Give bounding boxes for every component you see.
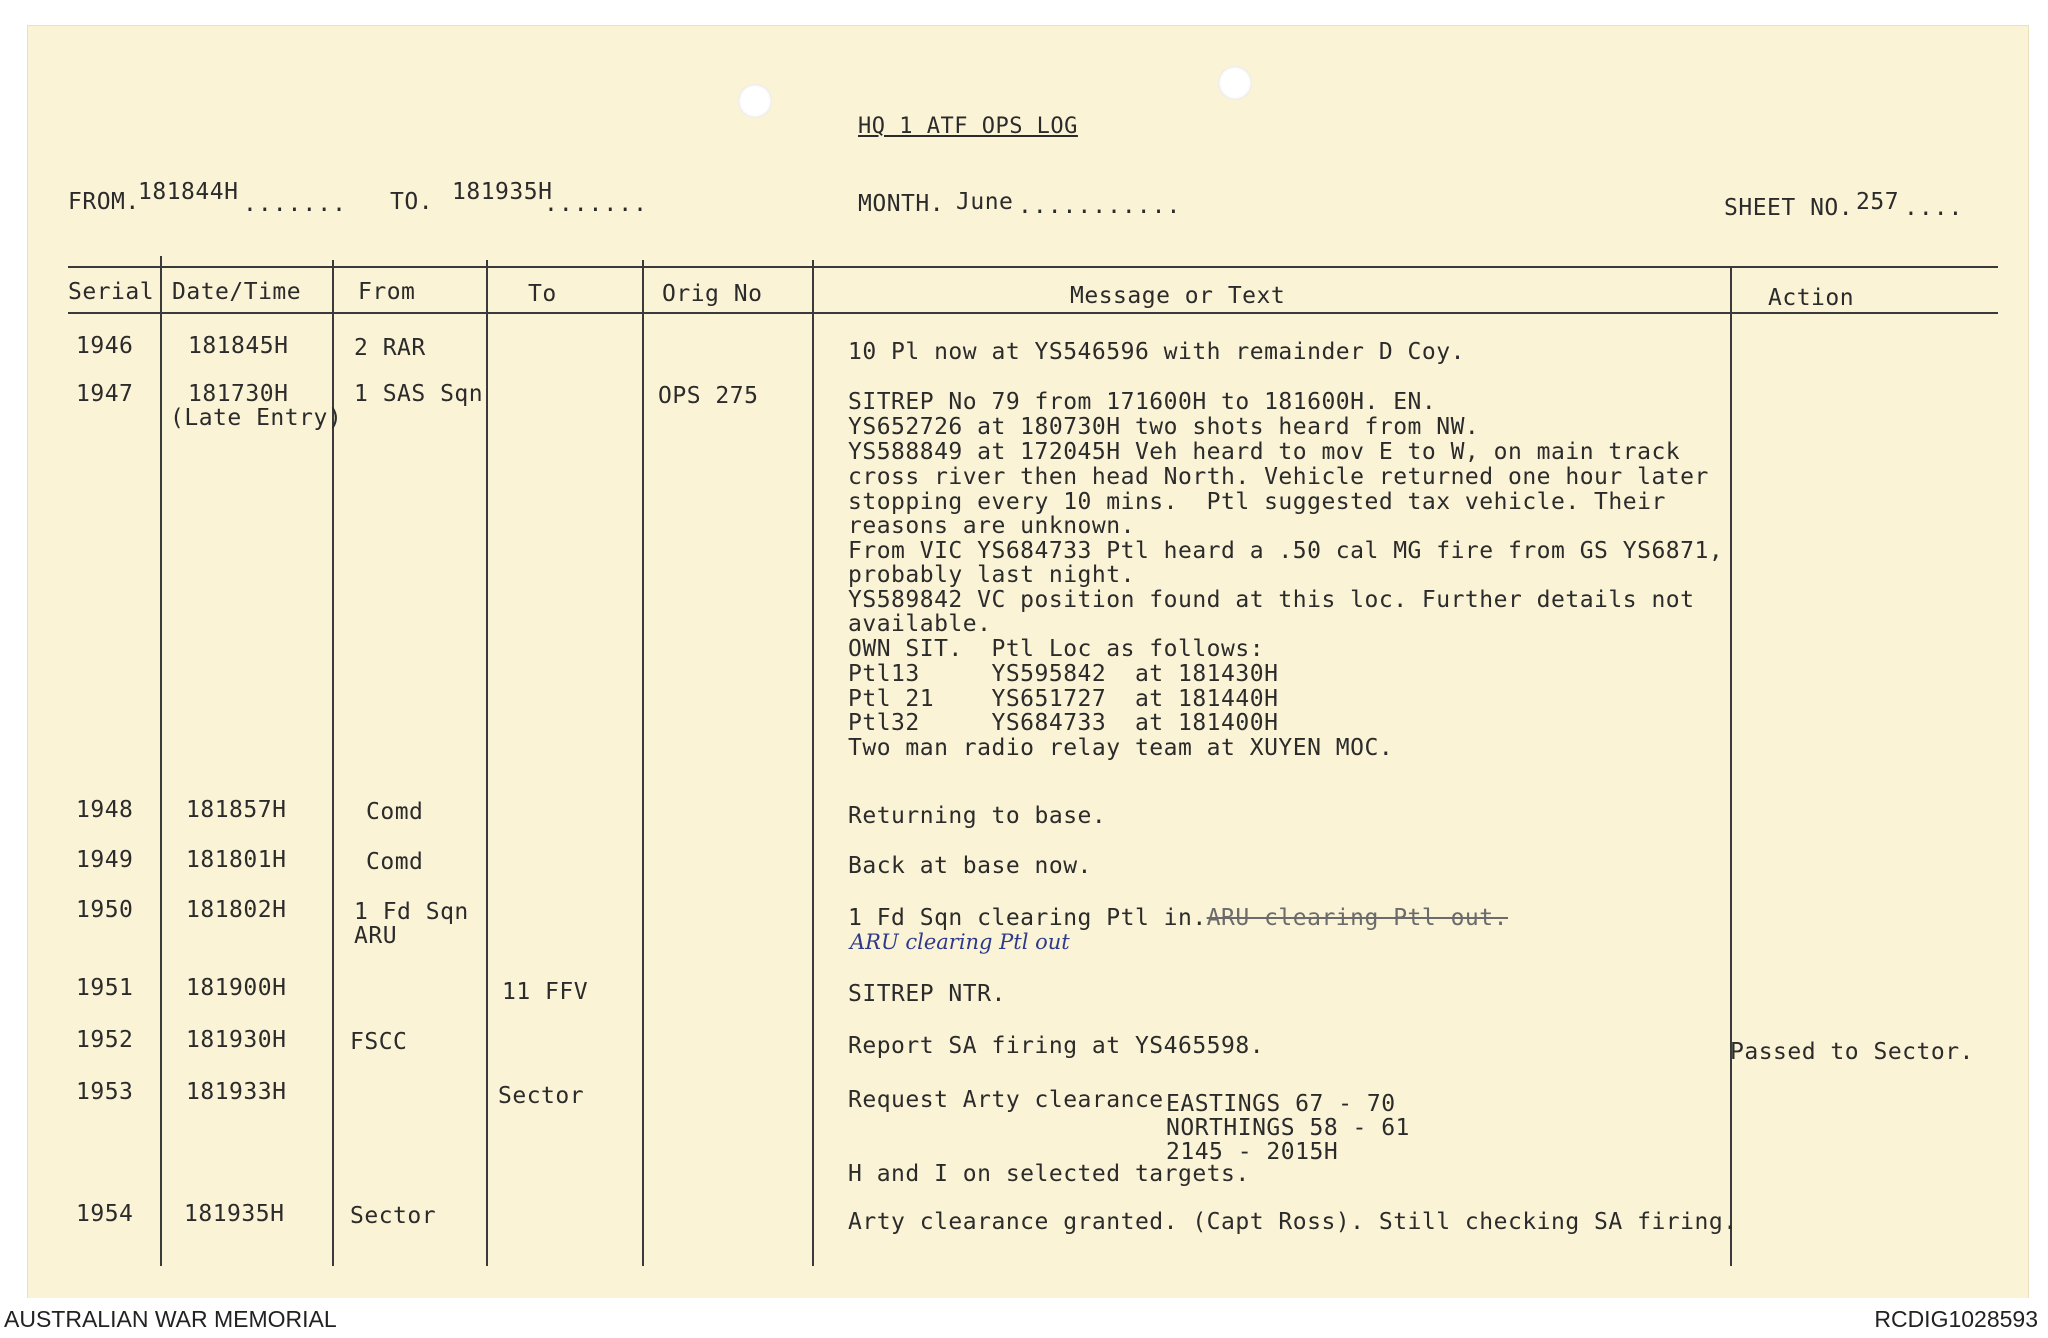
sheet-dots: .... xyxy=(1904,195,1964,221)
row-message-line: cross river then head North. Vehicle returned one hour later xyxy=(848,464,1709,490)
month-dots: ........... xyxy=(1018,193,1182,219)
row-datetime: 181935H xyxy=(184,1201,285,1227)
row-to: Sector xyxy=(498,1083,585,1109)
row-datetime: 181802H xyxy=(186,897,287,923)
row-serial: 1952 xyxy=(76,1027,134,1053)
row-message-line: Ptl32 YS684733 at 181400H xyxy=(848,710,1279,736)
row-message-line: Ptl13 YS595842 at 181430H xyxy=(848,661,1279,687)
row-serial: 1954 xyxy=(76,1201,134,1227)
row-orig: OPS 275 xyxy=(658,383,759,409)
col-divider xyxy=(160,256,162,1266)
from-label: FROM. xyxy=(68,189,140,215)
col-header-to: To xyxy=(528,281,557,307)
row-from: 1 SAS Sqn xyxy=(354,381,484,407)
row-from: Sector xyxy=(350,1203,437,1229)
row-message-line: Ptl 21 YS651727 at 181440H xyxy=(848,686,1279,712)
row-from: Comd xyxy=(366,799,424,825)
row-datetime: 181930H xyxy=(186,1027,287,1053)
to-dots: ....... xyxy=(544,191,648,217)
row-message-line: OWN SIT. Ptl Loc as follows: xyxy=(848,636,1265,662)
punch-hole-right xyxy=(1218,66,1252,100)
row-datetime: 181900H xyxy=(186,975,287,1001)
footer xyxy=(0,1298,2048,1338)
row-message-line: From VIC YS684733 Ptl heard a .50 cal MG fire from GS YS6871, xyxy=(848,538,1724,564)
table-header-rule xyxy=(68,312,1998,314)
log-sheet xyxy=(28,26,2028,1298)
col-header-action: Action xyxy=(1768,285,1855,311)
row-serial: 1949 xyxy=(76,847,134,873)
footer-right: RCDIG1028593 xyxy=(1874,1306,2038,1332)
row-to: 11 FFV xyxy=(502,979,589,1005)
row-datetime: 181801H xyxy=(186,847,287,873)
row-message-line: YS652726 at 180730H two shots heard from NW. xyxy=(848,414,1480,440)
handwritten-annotation: ARU clearing Ptl out xyxy=(850,930,1070,954)
row-from: Comd xyxy=(366,849,424,875)
footer-left: AUSTRALIAN WAR MEMORIAL xyxy=(4,1306,337,1332)
row-message: Report SA firing at YS465598. xyxy=(848,1033,1265,1059)
row-message: SITREP NTR. xyxy=(848,981,1006,1007)
col-divider xyxy=(812,260,814,1266)
col-header-message: Message or Text xyxy=(1070,283,1286,309)
row-message: Arty clearance granted. (Capt Ross). Still checking SA firing. xyxy=(848,1209,1738,1235)
row-message: 10 Pl now at YS546596 with remainder D Coy. xyxy=(848,339,1465,365)
col-header-orig: Orig No xyxy=(662,281,763,307)
sheet-label: SHEET NO. xyxy=(1724,195,1854,221)
from-value: 181844H xyxy=(138,179,239,205)
row-message-line: YS589842 VC position found at this loc. Further details not xyxy=(848,587,1695,613)
row-message-line: H and I on selected targets. xyxy=(848,1161,1250,1187)
to-label: TO. xyxy=(390,189,434,215)
from-dots: ....... xyxy=(243,191,347,217)
row-serial: 1946 xyxy=(76,333,134,359)
to-value: 181935H xyxy=(452,179,553,205)
message-text: 1 Fd Sqn clearing Ptl in. xyxy=(848,905,1207,931)
sheet-value: 257 xyxy=(1856,189,1900,215)
row-datetime: 181845H xyxy=(188,333,289,359)
row-serial: 1947 xyxy=(76,381,134,407)
row-serial: 1948 xyxy=(76,797,134,823)
col-divider xyxy=(642,260,644,1266)
row-action: Passed to Sector. xyxy=(1730,1039,1974,1065)
row-serial: 1951 xyxy=(76,975,134,1001)
row-serial: 1953 xyxy=(76,1079,134,1105)
row-datetime: 181933H xyxy=(186,1079,287,1105)
col-header-datetime: Date/Time xyxy=(172,279,302,305)
col-header-from: From xyxy=(358,279,416,305)
row-from-second: ARU xyxy=(354,923,398,949)
table-top-rule xyxy=(68,266,1998,268)
row-message-line: probably last night. xyxy=(848,562,1135,588)
clearance-northings: NORTHINGS 58 - 61 xyxy=(1166,1115,1410,1141)
row-from: FSCC xyxy=(350,1029,408,1055)
row-message: Returning to base. xyxy=(848,803,1107,829)
col-divider xyxy=(486,260,488,1266)
row-message-line: stopping every 10 mins. Ptl suggested tax vehicle. Their xyxy=(848,489,1666,515)
row-datetime-note: (Late Entry) xyxy=(170,405,343,431)
row-message: Back at base now. xyxy=(848,853,1092,879)
row-message-line: reasons are unknown. xyxy=(848,513,1135,539)
row-message: Request Arty clearance xyxy=(848,1087,1164,1113)
struck-text: ARU clearing Ptl out. xyxy=(1206,905,1508,931)
row-from: 1 Fd Sqn xyxy=(354,899,469,925)
page-title: HQ 1 ATF OPS LOG xyxy=(858,114,1078,139)
row-from: 2 RAR xyxy=(354,335,426,361)
row-datetime: 181857H xyxy=(186,797,287,823)
punch-hole-left xyxy=(738,84,772,118)
month-label: MONTH. xyxy=(858,191,945,217)
row-message xyxy=(848,906,1508,931)
row-message-line: YS588849 at 172045H Veh heard to mov E to W, on main track xyxy=(848,439,1681,465)
row-serial: 1950 xyxy=(76,897,134,923)
col-divider xyxy=(1730,266,1732,1266)
row-message-line: SITREP No 79 from 171600H to 181600H. EN. xyxy=(848,389,1437,415)
clearance-eastings: EASTINGS 67 - 70 xyxy=(1166,1091,1396,1117)
month-value: June xyxy=(956,189,1014,215)
row-message-line: available. xyxy=(848,611,992,637)
row-datetime: 181730H xyxy=(188,381,289,407)
row-message-line: Two man radio relay team at XUYEN MOC. xyxy=(848,735,1394,761)
clearance-times: 2145 - 2015H xyxy=(1166,1139,1339,1165)
col-header-serial: Serial xyxy=(68,279,155,305)
